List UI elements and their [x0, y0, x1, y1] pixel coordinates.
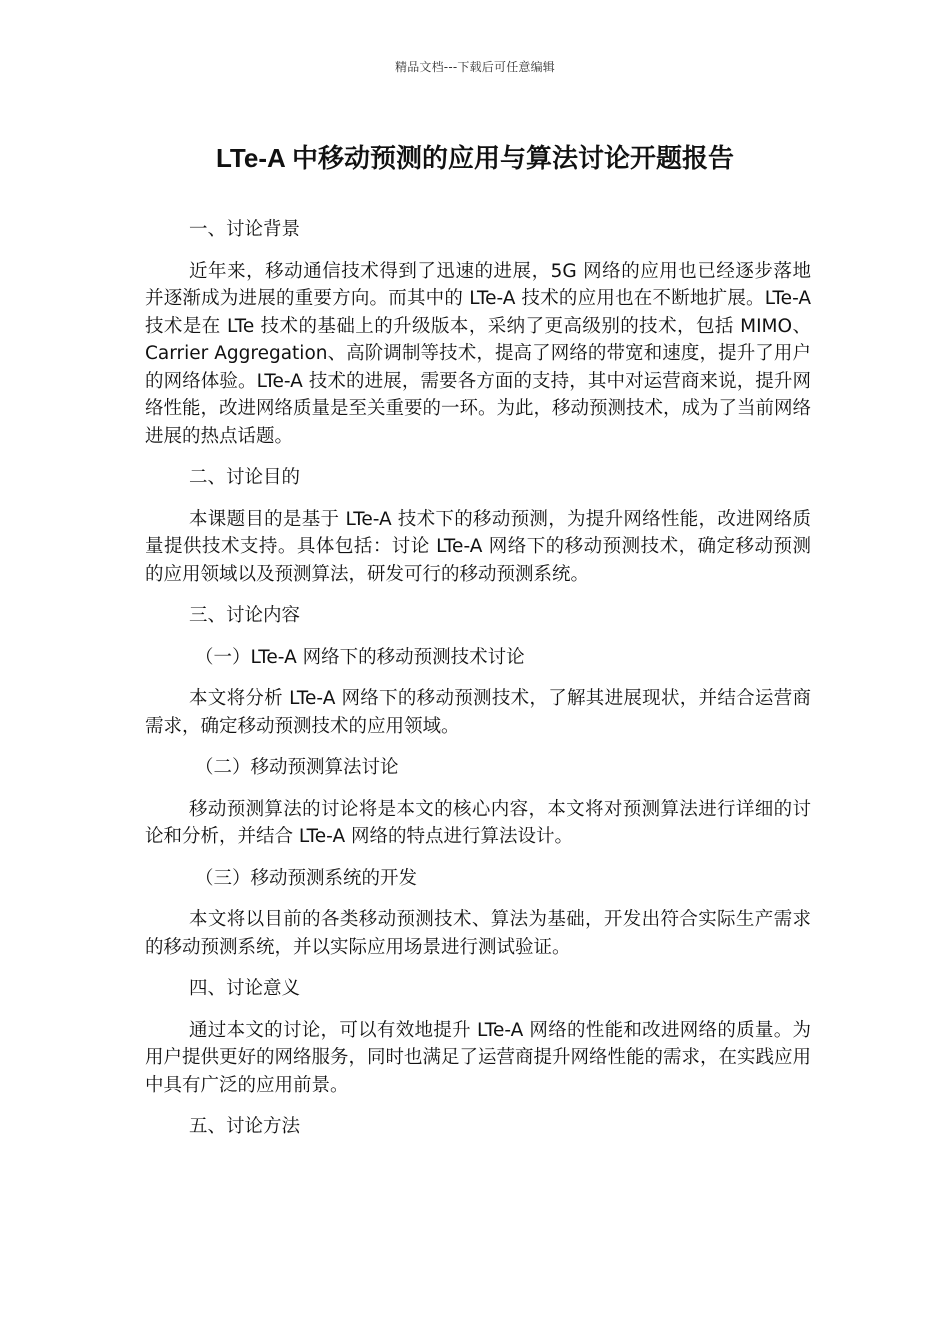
- paragraph-background: 近年来，移动通信技术得到了迅速的进展，5G 网络的应用也已经逐步落地并逐渐成为进展的重要方向。而其中的 LTe-A 技术的应用也在不断地扩展。LTe-A 技术是在 LTe 技术的基础上的升级版本，采纳了更高级别的技术，包括 MIMO、Carrier Aggregation、高阶调制等技术，提高了网络的带宽和速度，提升了用户的网络体验。LTe-A 技术的进展，需要各方面的支持，其中对运营商来说，提升网络性能，改进网络质量是至关重要的一环。为此，移动预测技术，成为了当前网络进展的热点话题。: [145, 260, 812, 447]
- section-heading-method: 五、讨论方法: [189, 1116, 301, 1137]
- document-title: LTe-A 中移动预测的应用与算法讨论开题报告: [215, 143, 735, 173]
- header-note: 精品文档---下载后可任意编辑: [395, 60, 555, 74]
- subsection-heading-system: （三）移动预测系统的开发: [195, 867, 418, 889]
- subsection-heading-algorithm: （二）移动预测算法讨论: [195, 757, 399, 778]
- section-heading-significance: 四、讨论意义: [189, 978, 301, 999]
- paragraph-significance: 通过本文的讨论，可以有效地提升 LTe-A 网络的性能和改进网络的质量。为用户提供更好的网络服务，同时也满足了运营商提升网络性能的需求，在实践应用中具有广泛的应用前景。: [145, 1019, 812, 1096]
- subsection-heading-technology: （一）LTe-A 网络下的移动预测技术讨论: [195, 646, 525, 668]
- paragraph-purpose: 本课题目的是基于 LTe-A 技术下的移动预测，为提升网络性能，改进网络质量提供技术支持。具体包括：讨论 LTe-A 网络下的移动预测技术，确定移动预测的应用领域以及预测算法，研发可行的移动预测系统。: [145, 508, 811, 585]
- section-heading-purpose: 二、讨论目的: [189, 467, 301, 488]
- paragraph-system: 本文将以目前的各类移动预测技术、算法为基础，开发出符合实际生产需求的移动预测系统，并以实际应用场景进行测试验证。: [145, 909, 811, 958]
- paragraph-algorithm: 移动预测算法的讨论将是本文的核心内容，本文将对预测算法进行详细的讨论和分析，并结合 LTe-A 网络的特点进行算法设计。: [145, 798, 811, 847]
- paragraph-technology: 本文将分析 LTe-A 网络下的移动预测技术，了解其进展现状，并结合运营商需求，确定移动预测技术的应用领域。: [145, 688, 811, 737]
- section-heading-background: 一、讨论背景: [189, 219, 301, 240]
- section-heading-content: 三、讨论内容: [189, 605, 301, 626]
- document-body: [145, 216, 811, 1141]
